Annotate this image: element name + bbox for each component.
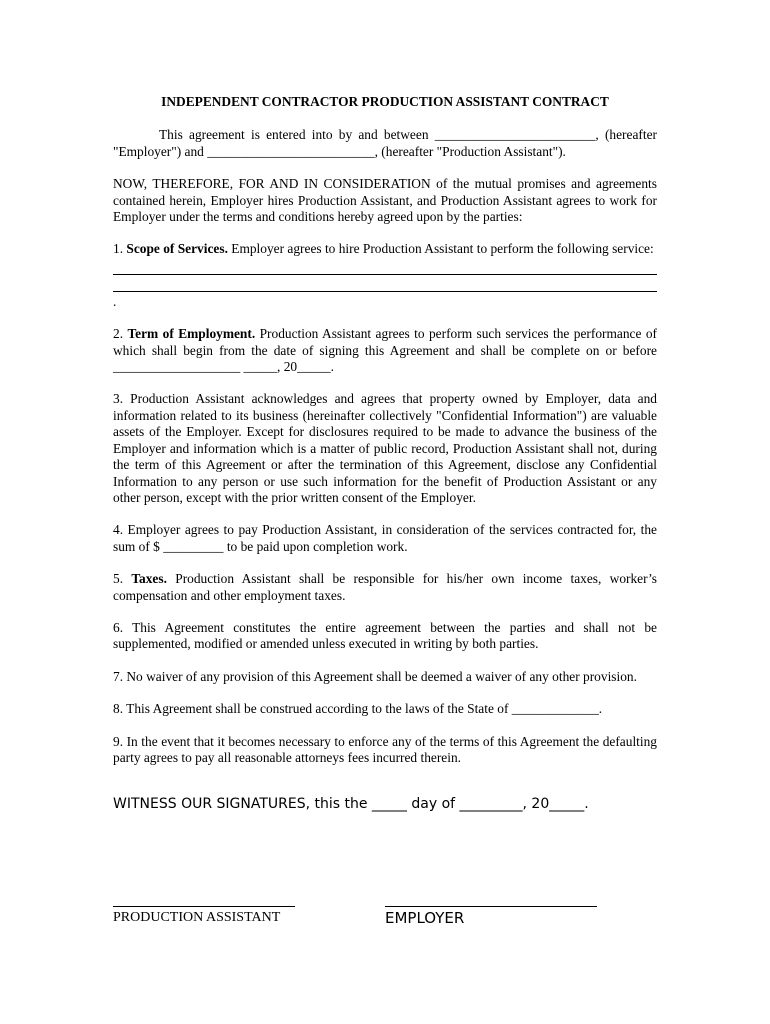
section-6-entire-agreement: 6. This Agreement constitutes the entire agreement between the parties and shall not be supplemented, modified or amended unless executed in writing by both parties. bbox=[113, 619, 657, 652]
production-assistant-signature-line[interactable] bbox=[113, 906, 295, 907]
section-8-governing-law: 8. This Agreement shall be construed according to the laws of the State of _____________. bbox=[113, 701, 603, 717]
recital-paragraph: NOW, THEREFORE, FOR AND IN CONSIDERATION of the mutual promises and agreements contained herein, Employer hires Production Assistant, and Production Assistant agrees to work for Employer under the terms and conditions hereby agreed upon by the parties: bbox=[113, 176, 657, 225]
section-1-tail: . bbox=[113, 293, 117, 309]
service-blank-line-2[interactable] bbox=[113, 275, 657, 292]
contract-document bbox=[113, 94, 657, 813]
section-5-heading: Taxes. bbox=[131, 571, 167, 587]
section-2-text: Production Assistant agrees to perform such services the performance of which shall begin from the date of signing this Agreement and shall be complete on or before ___________________ _____, 20_____. bbox=[113, 326, 658, 375]
section-1-number: 1. bbox=[113, 241, 127, 257]
section-1-scope bbox=[113, 241, 657, 257]
section-2-heading: Term of Employment. bbox=[127, 326, 256, 342]
section-2-term bbox=[113, 326, 657, 375]
witness-line: WITNESS OUR SIGNATURES, this the _____ day of _________, 20_____. bbox=[113, 796, 589, 813]
section-2-number: 2. bbox=[113, 326, 128, 342]
service-blank-line-1[interactable] bbox=[113, 258, 657, 275]
section-9-enforcement: 9. In the event that it becomes necessary to enforce any of the terms of this Agreement the defaulting party agrees to pay all reasonable attorneys fees incurred therein. bbox=[113, 733, 657, 765]
section-5-number: 5. bbox=[113, 571, 132, 587]
signature-block bbox=[113, 906, 657, 946]
contract-title: INDEPENDENT CONTRACTOR PRODUCTION ASSISTANT CONTRACT bbox=[161, 94, 609, 109]
section-4-payment: 4. Employer agrees to pay Production Assistant, in consideration of the services contracted for, the sum of $ _________ to be paid upon completion work. bbox=[113, 522, 657, 554]
section-5-taxes bbox=[113, 571, 657, 604]
employer-signature-line[interactable] bbox=[385, 906, 597, 907]
employer-label: EMPLOYER bbox=[385, 909, 465, 927]
section-5-text: Production Assistant shall be responsible for his/her own income taxes, worker’s compensation and other employment taxes. bbox=[113, 571, 658, 603]
intro-paragraph: This agreement is entered into by and between ________________________, (hereafter "Employer") and _________________________, (hereafter "Production Assistant"). bbox=[113, 127, 657, 159]
section-1-heading: Scope of Services. bbox=[126, 241, 228, 257]
section-7-waiver: 7. No waiver of any provision of this Agreement shall be deemed a waiver of any other provision. bbox=[113, 668, 637, 684]
section-3-confidentiality: 3. Production Assistant acknowledges and agrees that property owned by Employer, data and information related to its business (hereinafter collectively "Confidential Information") are valuable assets of the Employer. Except for disclosures required to be made to advance the business of the Employer and information which is a matter of public record, Production Assistant shall not, during the term of this Agreement or after the termination of this Agreement, disclose any Confidential Information to any person or use such information for the benefit of Production Assistant or any other person, except with the prior written consent of the Employer. bbox=[113, 391, 657, 505]
production-assistant-label: PRODUCTION ASSISTANT bbox=[113, 910, 281, 925]
section-1-text: Employer agrees to hire Production Assistant to perform the following service: bbox=[227, 241, 654, 257]
